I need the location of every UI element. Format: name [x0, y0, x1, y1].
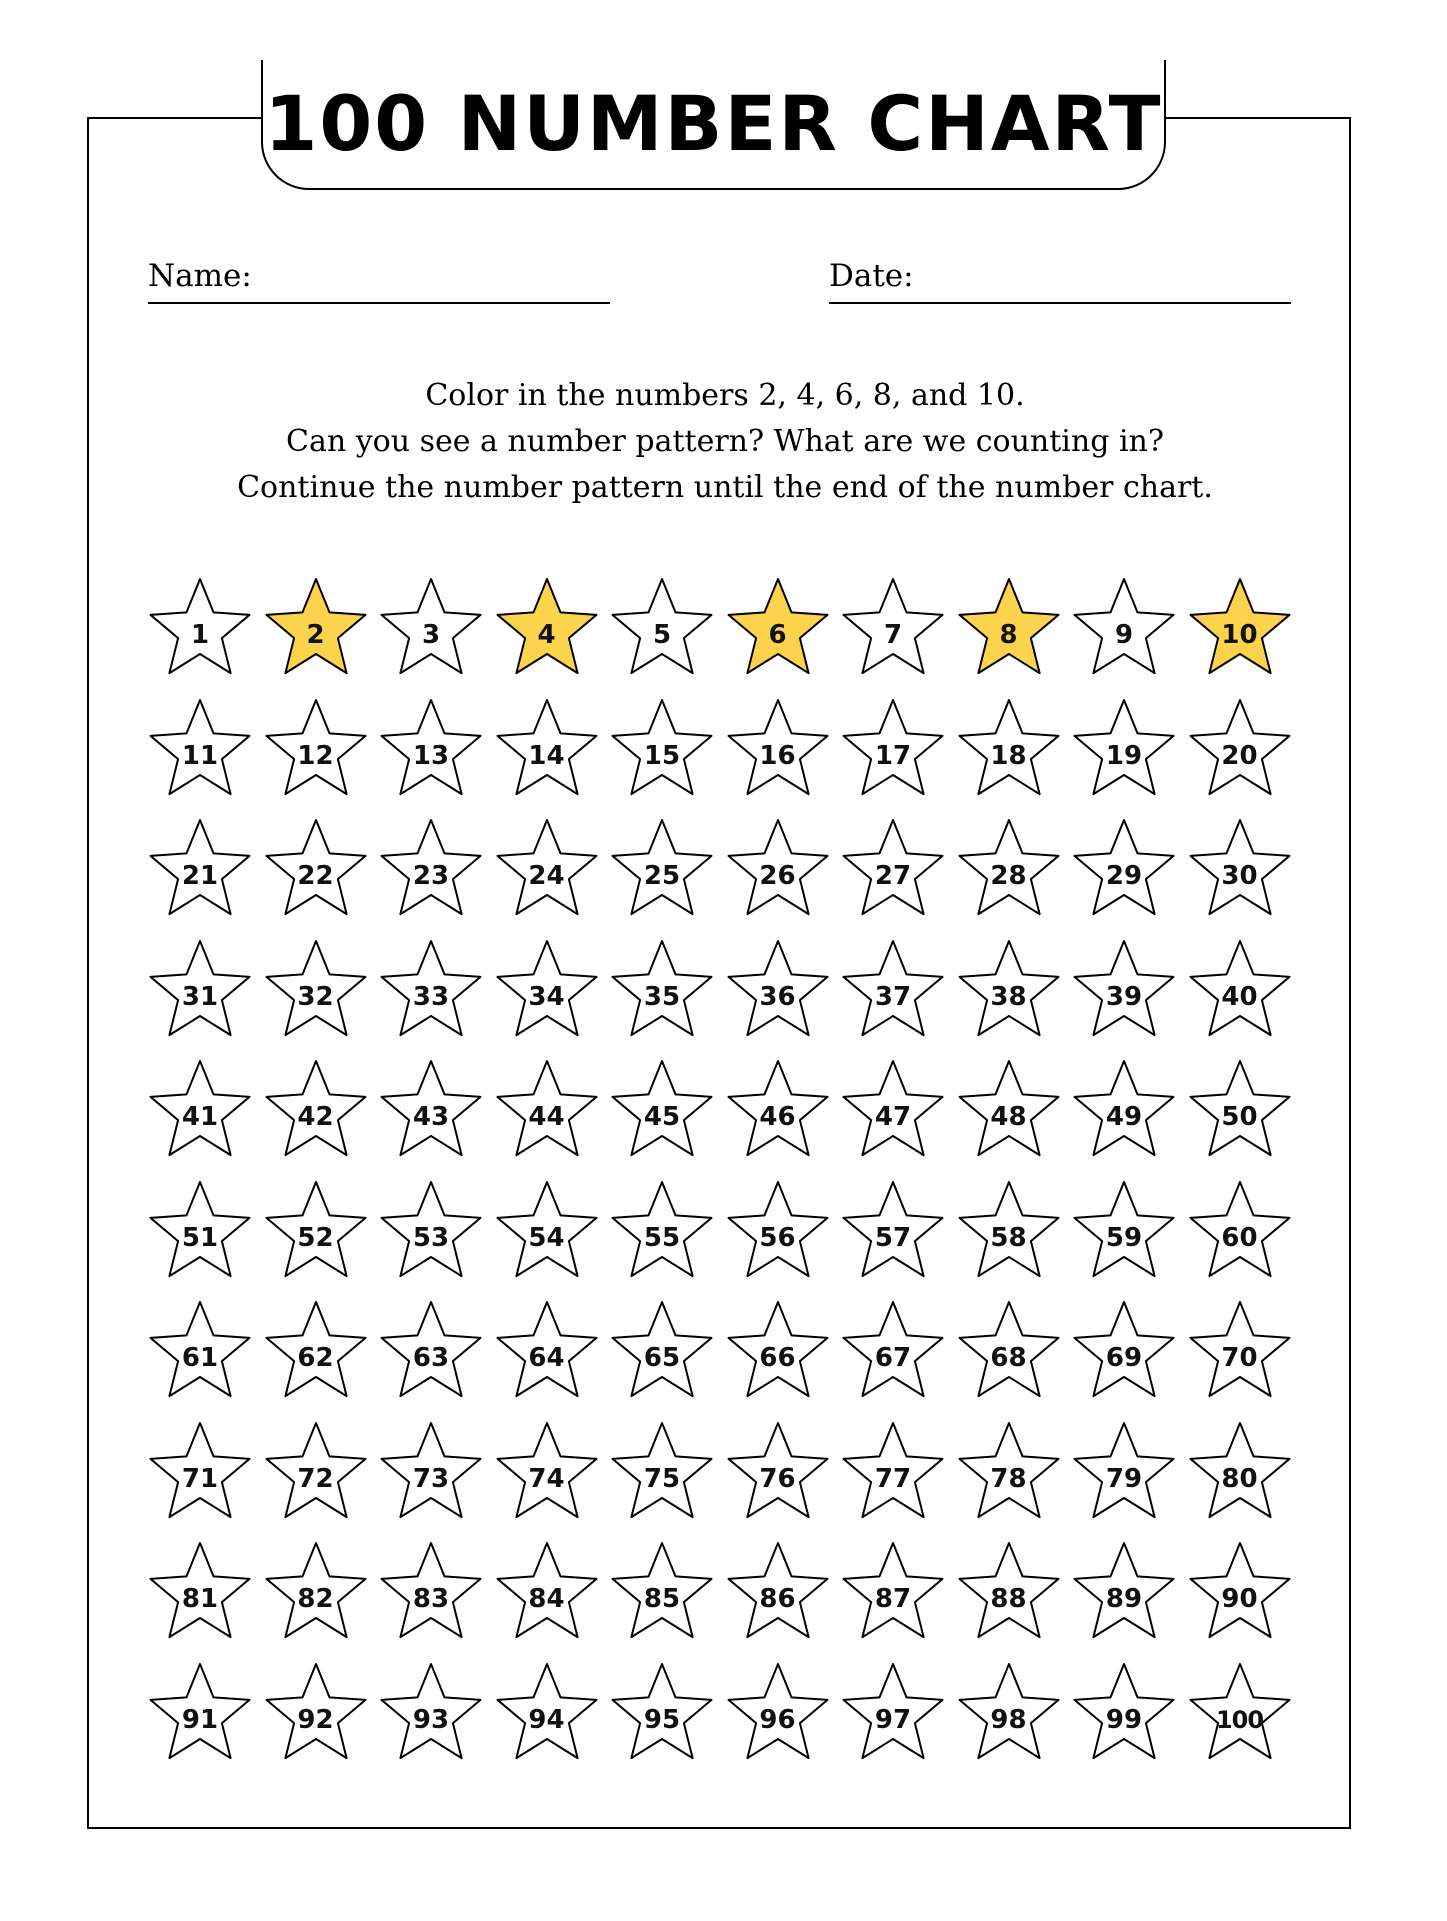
star-21[interactable] — [145, 814, 255, 924]
star-92[interactable] — [261, 1658, 371, 1768]
star-8[interactable] — [954, 573, 1064, 683]
star-43[interactable] — [376, 1055, 486, 1165]
star-89[interactable] — [1069, 1537, 1179, 1647]
star-number-label: 85 — [643, 1584, 681, 1614]
star-number-label: 60 — [1221, 1222, 1258, 1253]
star-number-label: 89 — [1105, 1584, 1143, 1614]
star-17[interactable] — [838, 694, 948, 804]
star-number-label: 28 — [990, 861, 1027, 891]
star-25[interactable] — [607, 814, 717, 924]
star-96[interactable] — [723, 1658, 833, 1768]
star-number-label: 82 — [297, 1584, 334, 1614]
star-number-label: 46 — [759, 1102, 796, 1132]
instruction-line-2: Can you see a number pattern? What are we counting in? — [286, 424, 1164, 459]
star-9[interactable] — [1069, 573, 1179, 683]
star-number-label: 11 — [181, 740, 219, 771]
star-number-label: 2 — [306, 620, 325, 650]
star-35[interactable] — [607, 935, 717, 1045]
star-78[interactable] — [954, 1417, 1064, 1527]
star-99[interactable] — [1069, 1658, 1179, 1768]
star-65[interactable] — [607, 1296, 717, 1406]
star-number-label: 49 — [1105, 1102, 1143, 1132]
star-number-label: 64 — [528, 1343, 565, 1373]
star-77[interactable] — [838, 1417, 948, 1527]
star-41[interactable] — [145, 1055, 255, 1165]
star-79[interactable] — [1069, 1417, 1179, 1527]
star-83[interactable] — [376, 1537, 486, 1647]
star-26[interactable] — [723, 814, 833, 924]
star-number-label: 59 — [1105, 1222, 1143, 1253]
star-13[interactable] — [376, 694, 486, 804]
star-5[interactable] — [607, 573, 717, 683]
star-number-label: 73 — [412, 1463, 450, 1494]
star-62[interactable] — [261, 1296, 371, 1406]
star-number-label: 34 — [528, 981, 565, 1012]
star-number-label: 81 — [181, 1584, 219, 1614]
star-68[interactable] — [954, 1296, 1064, 1406]
star-number-label: 40 — [1221, 981, 1258, 1012]
star-58[interactable] — [954, 1176, 1064, 1286]
star-71[interactable] — [145, 1417, 255, 1527]
star-63[interactable] — [376, 1296, 486, 1406]
star-number-label: 68 — [990, 1343, 1027, 1373]
star-15[interactable] — [607, 694, 717, 804]
star-number-label: 74 — [528, 1463, 565, 1494]
star-32[interactable] — [261, 935, 371, 1045]
star-95[interactable] — [607, 1658, 717, 1768]
star-number-label: 53 — [412, 1222, 450, 1253]
star-number-label: 100 — [1215, 1705, 1264, 1734]
star-76[interactable] — [723, 1417, 833, 1527]
star-number-label: 22 — [297, 861, 334, 891]
star-number-label: 32 — [297, 981, 334, 1012]
star-3[interactable] — [376, 573, 486, 683]
star-24[interactable] — [492, 814, 602, 924]
star-82[interactable] — [261, 1537, 371, 1647]
star-number-label: 16 — [759, 740, 796, 771]
star-45[interactable] — [607, 1055, 717, 1165]
star-73[interactable] — [376, 1417, 486, 1527]
star-number-label: 96 — [759, 1704, 796, 1735]
star-number-label: 15 — [643, 740, 681, 771]
star-74[interactable] — [492, 1417, 602, 1527]
star-72[interactable] — [261, 1417, 371, 1527]
star-10[interactable] — [1185, 573, 1295, 683]
star-number-label: 17 — [874, 740, 912, 771]
star-number-label: 72 — [297, 1463, 334, 1494]
star-38[interactable] — [954, 935, 1064, 1045]
star-29[interactable] — [1069, 814, 1179, 924]
star-number-label: 20 — [1221, 740, 1258, 771]
star-37[interactable] — [838, 935, 948, 1045]
star-number-label: 48 — [990, 1102, 1027, 1132]
star-number-label: 69 — [1105, 1343, 1143, 1373]
star-number-label: 65 — [643, 1343, 681, 1373]
star-64[interactable] — [492, 1296, 602, 1406]
star-number-label: 5 — [652, 620, 672, 650]
star-number-label: 92 — [297, 1704, 334, 1735]
star-81[interactable] — [145, 1537, 255, 1647]
star-number-label: 7 — [883, 620, 903, 650]
star-number-label: 3 — [421, 620, 441, 650]
star-75[interactable] — [607, 1417, 717, 1527]
star-number-label: 26 — [759, 861, 796, 891]
star-number-label: 71 — [181, 1463, 219, 1494]
star-number-label: 51 — [181, 1222, 219, 1253]
star-18[interactable] — [954, 694, 1064, 804]
star-47[interactable] — [838, 1055, 948, 1165]
star-87[interactable] — [838, 1537, 948, 1647]
star-number-label: 19 — [1105, 740, 1143, 771]
star-33[interactable] — [376, 935, 486, 1045]
star-42[interactable] — [261, 1055, 371, 1165]
star-12[interactable] — [261, 694, 371, 804]
star-19[interactable] — [1069, 694, 1179, 804]
star-number-label: 88 — [990, 1584, 1027, 1614]
star-39[interactable] — [1069, 935, 1179, 1045]
star-number-label: 33 — [412, 981, 450, 1012]
star-36[interactable] — [723, 935, 833, 1045]
star-number-label: 39 — [1105, 981, 1143, 1012]
star-number-label: 67 — [874, 1343, 912, 1373]
star-number-label: 8 — [999, 620, 1018, 650]
star-number-label: 18 — [990, 740, 1027, 771]
star-56[interactable] — [723, 1176, 833, 1286]
star-46[interactable] — [723, 1055, 833, 1165]
star-100[interactable] — [1185, 1658, 1295, 1768]
star-60[interactable] — [1185, 1176, 1295, 1286]
star-number-label: 87 — [874, 1584, 912, 1614]
star-number-label: 24 — [528, 861, 565, 891]
star-number-label: 62 — [297, 1343, 334, 1373]
star-number-label: 97 — [874, 1704, 912, 1735]
star-number-label: 84 — [528, 1584, 565, 1614]
star-number-label: 56 — [759, 1222, 796, 1253]
star-91[interactable] — [145, 1658, 255, 1768]
star-30[interactable] — [1185, 814, 1295, 924]
star-number-label: 29 — [1105, 861, 1143, 891]
star-20[interactable] — [1185, 694, 1295, 804]
star-48[interactable] — [954, 1055, 1064, 1165]
star-number-label: 45 — [643, 1102, 681, 1132]
star-number-label: 47 — [874, 1102, 912, 1132]
star-number-label: 35 — [643, 981, 681, 1012]
star-number-label: 61 — [181, 1343, 219, 1373]
star-40[interactable] — [1185, 935, 1295, 1045]
star-number-label: 27 — [874, 861, 912, 891]
star-16[interactable] — [723, 694, 833, 804]
star-51[interactable] — [145, 1176, 255, 1286]
star-80[interactable] — [1185, 1417, 1295, 1527]
star-61[interactable] — [145, 1296, 255, 1406]
instruction-line-1: Color in the numbers 2, 4, 6, 8, and 10. — [425, 378, 1025, 413]
star-49[interactable] — [1069, 1055, 1179, 1165]
star-number-label: 25 — [643, 861, 681, 891]
star-70[interactable] — [1185, 1296, 1295, 1406]
star-number-label: 36 — [759, 981, 796, 1012]
star-number-label: 76 — [759, 1463, 796, 1494]
star-66[interactable] — [723, 1296, 833, 1406]
star-number-label: 14 — [528, 740, 565, 771]
star-44[interactable] — [492, 1055, 602, 1165]
star-number-label: 52 — [297, 1222, 334, 1253]
star-number-label: 43 — [412, 1102, 450, 1132]
star-number-label: 90 — [1221, 1584, 1258, 1614]
star-number-label: 30 — [1221, 861, 1258, 891]
star-31[interactable] — [145, 935, 255, 1045]
star-57[interactable] — [838, 1176, 948, 1286]
star-number-label: 50 — [1221, 1102, 1258, 1132]
star-number-label: 23 — [412, 861, 450, 891]
star-number-label: 10 — [1221, 620, 1258, 650]
star-50[interactable] — [1185, 1055, 1295, 1165]
star-7[interactable] — [838, 573, 948, 683]
star-number-label: 38 — [990, 981, 1027, 1012]
star-93[interactable] — [376, 1658, 486, 1768]
star-53[interactable] — [376, 1176, 486, 1286]
star-number-label: 66 — [759, 1343, 796, 1373]
star-number-label: 6 — [768, 620, 787, 650]
star-number-label: 58 — [990, 1222, 1027, 1253]
star-number-label: 78 — [990, 1463, 1027, 1494]
star-number-label: 86 — [759, 1584, 796, 1614]
star-number-label: 21 — [181, 861, 219, 891]
star-23[interactable] — [376, 814, 486, 924]
star-number-label: 70 — [1221, 1343, 1258, 1373]
star-number-label: 44 — [528, 1102, 565, 1132]
star-number-label: 77 — [874, 1463, 912, 1494]
star-67[interactable] — [838, 1296, 948, 1406]
star-14[interactable] — [492, 694, 602, 804]
star-88[interactable] — [954, 1537, 1064, 1647]
star-number-label: 12 — [297, 740, 334, 771]
star-number-label: 80 — [1221, 1463, 1258, 1494]
star-number-label: 31 — [181, 981, 219, 1012]
star-97[interactable] — [838, 1658, 948, 1768]
star-52[interactable] — [261, 1176, 371, 1286]
star-59[interactable] — [1069, 1176, 1179, 1286]
star-number-label: 4 — [537, 620, 556, 650]
star-22[interactable] — [261, 814, 371, 924]
star-number-label: 94 — [528, 1704, 565, 1735]
star-number-label: 75 — [643, 1463, 681, 1494]
star-6[interactable] — [723, 573, 833, 683]
star-number-label: 99 — [1105, 1704, 1143, 1735]
star-number-label: 93 — [412, 1704, 450, 1735]
date-label: Date: — [829, 258, 914, 294]
star-number-label: 95 — [643, 1704, 681, 1735]
star-number-label: 98 — [990, 1704, 1027, 1735]
star-85[interactable] — [607, 1537, 717, 1647]
star-number-label: 54 — [528, 1222, 565, 1253]
star-number-label: 41 — [181, 1102, 219, 1132]
star-28[interactable] — [954, 814, 1064, 924]
star-number-label: 13 — [412, 740, 450, 771]
star-69[interactable] — [1069, 1296, 1179, 1406]
page-title: 100 NUMBER CHART — [264, 78, 1163, 168]
star-number-label: 1 — [190, 620, 210, 650]
star-number-label: 63 — [412, 1343, 450, 1373]
star-number-label: 42 — [297, 1102, 334, 1132]
star-55[interactable] — [607, 1176, 717, 1286]
star-number-label: 37 — [874, 981, 912, 1012]
star-84[interactable] — [492, 1537, 602, 1647]
star-11[interactable] — [145, 694, 255, 804]
star-number-label: 55 — [643, 1222, 681, 1253]
star-98[interactable] — [954, 1658, 1064, 1768]
star-54[interactable] — [492, 1176, 602, 1286]
star-number-label: 79 — [1105, 1463, 1143, 1494]
star-27[interactable] — [838, 814, 948, 924]
instruction-line-3: Continue the number pattern until the end of the number chart. — [237, 470, 1213, 505]
star-94[interactable] — [492, 1658, 602, 1768]
star-number-label: 57 — [874, 1222, 912, 1253]
star-1[interactable] — [145, 573, 255, 683]
star-number-label: 9 — [1114, 620, 1134, 650]
star-90[interactable] — [1185, 1537, 1295, 1647]
star-4[interactable] — [492, 573, 602, 683]
star-34[interactable] — [492, 935, 602, 1045]
name-label: Name: — [148, 258, 252, 294]
star-2[interactable] — [261, 573, 371, 683]
star-number-label: 83 — [412, 1584, 450, 1614]
star-86[interactable] — [723, 1537, 833, 1647]
star-number-label: 91 — [181, 1704, 219, 1735]
